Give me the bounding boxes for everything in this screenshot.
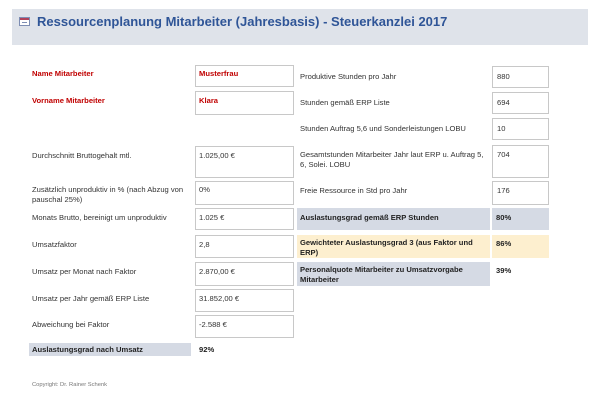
vorname-value: Klara	[199, 96, 218, 105]
auslastung-umsatz-value: 92%	[199, 345, 215, 354]
auslastung-erp-label: Auslastungsgrad gemäß ERP Stunden	[300, 213, 439, 222]
personalquote-label: Personalquote Mitarbeiter zu Umsatzvorgabe Mitarbeiter	[300, 265, 463, 284]
umsatz-monat-label: Umsatz per Monat nach Faktor	[32, 267, 137, 276]
monats-brutto-label: Monats Brutto, bereinigt um unproduktiv	[32, 213, 167, 222]
umsatz-jahr-label: Umsatz per Jahr gemäß ERP Liste	[32, 294, 150, 303]
abweichung-label: Abweichung bei Faktor	[32, 320, 110, 329]
umsatzfaktor-field[interactable]	[195, 235, 294, 258]
auslastung-umsatz-label: Auslastungsgrad nach Umsatz	[32, 345, 143, 354]
freie-ressource-label: Freie Ressource in Std pro Jahr	[300, 186, 408, 195]
unproduktiv-value: 0%	[199, 185, 210, 194]
brutto-value: 1.025,00 €	[199, 151, 235, 160]
vorname-label: Vorname Mitarbeiter	[32, 96, 105, 105]
gewichtet-value: 86%	[496, 239, 512, 248]
erp-stunden-value: 694	[497, 98, 510, 107]
brutto-label: Durchschnitt Bruttogehalt mtl.	[32, 151, 132, 160]
page-title: Ressourcenplanung Mitarbeiter (Jahresbasis) - Steuerkanzlei 2017	[37, 14, 448, 29]
spreadsheet-icon	[19, 17, 30, 26]
unproduktiv-label: Zusätzlich unproduktiv in % (nach Abzug von pauschal 25%)	[32, 185, 184, 204]
auslastung-erp-value: 80%	[496, 213, 512, 222]
freie-ressource-value: 176	[497, 186, 510, 195]
umsatzfaktor-value: 2,8	[199, 240, 210, 249]
gesamtstunden-label: Gesamtstunden Mitarbeiter Jahr laut ERP u. Auftrag 5, 6, Solei. LOBU	[300, 150, 484, 169]
gesamtstunden-value: 704	[497, 150, 510, 159]
auftrag-stunden-value: 10	[497, 124, 506, 133]
abweichung-value: -2.588 €	[199, 320, 227, 329]
monats-brutto-value: 1.025 €	[199, 213, 225, 222]
name-label: Name Mitarbeiter	[32, 69, 94, 78]
produktive-stunden-value: 880	[497, 72, 510, 81]
umsatz-jahr-value: 31.852,00 €	[199, 294, 240, 303]
produktive-stunden-label: Produktive Stunden pro Jahr	[300, 72, 397, 81]
umsatz-monat-value: 2.870,00 €	[199, 267, 235, 276]
auftrag-stunden-label: Stunden Auftrag 5,6 und Sonderleistungen LOBU	[300, 124, 466, 133]
umsatzfaktor-label: Umsatzfaktor	[32, 240, 77, 249]
gewichtet-label: Gewichteter Auslastungsgrad 3 (aus Faktor und ERP)	[300, 238, 473, 257]
copyright-text: Copyright: Dr. Rainer Schenk	[32, 382, 108, 388]
header-bar	[12, 9, 588, 45]
name-value: Musterfrau	[199, 69, 239, 78]
personalquote-value: 39%	[496, 266, 512, 275]
erp-stunden-label: Stunden gemäß ERP Liste	[300, 98, 390, 107]
